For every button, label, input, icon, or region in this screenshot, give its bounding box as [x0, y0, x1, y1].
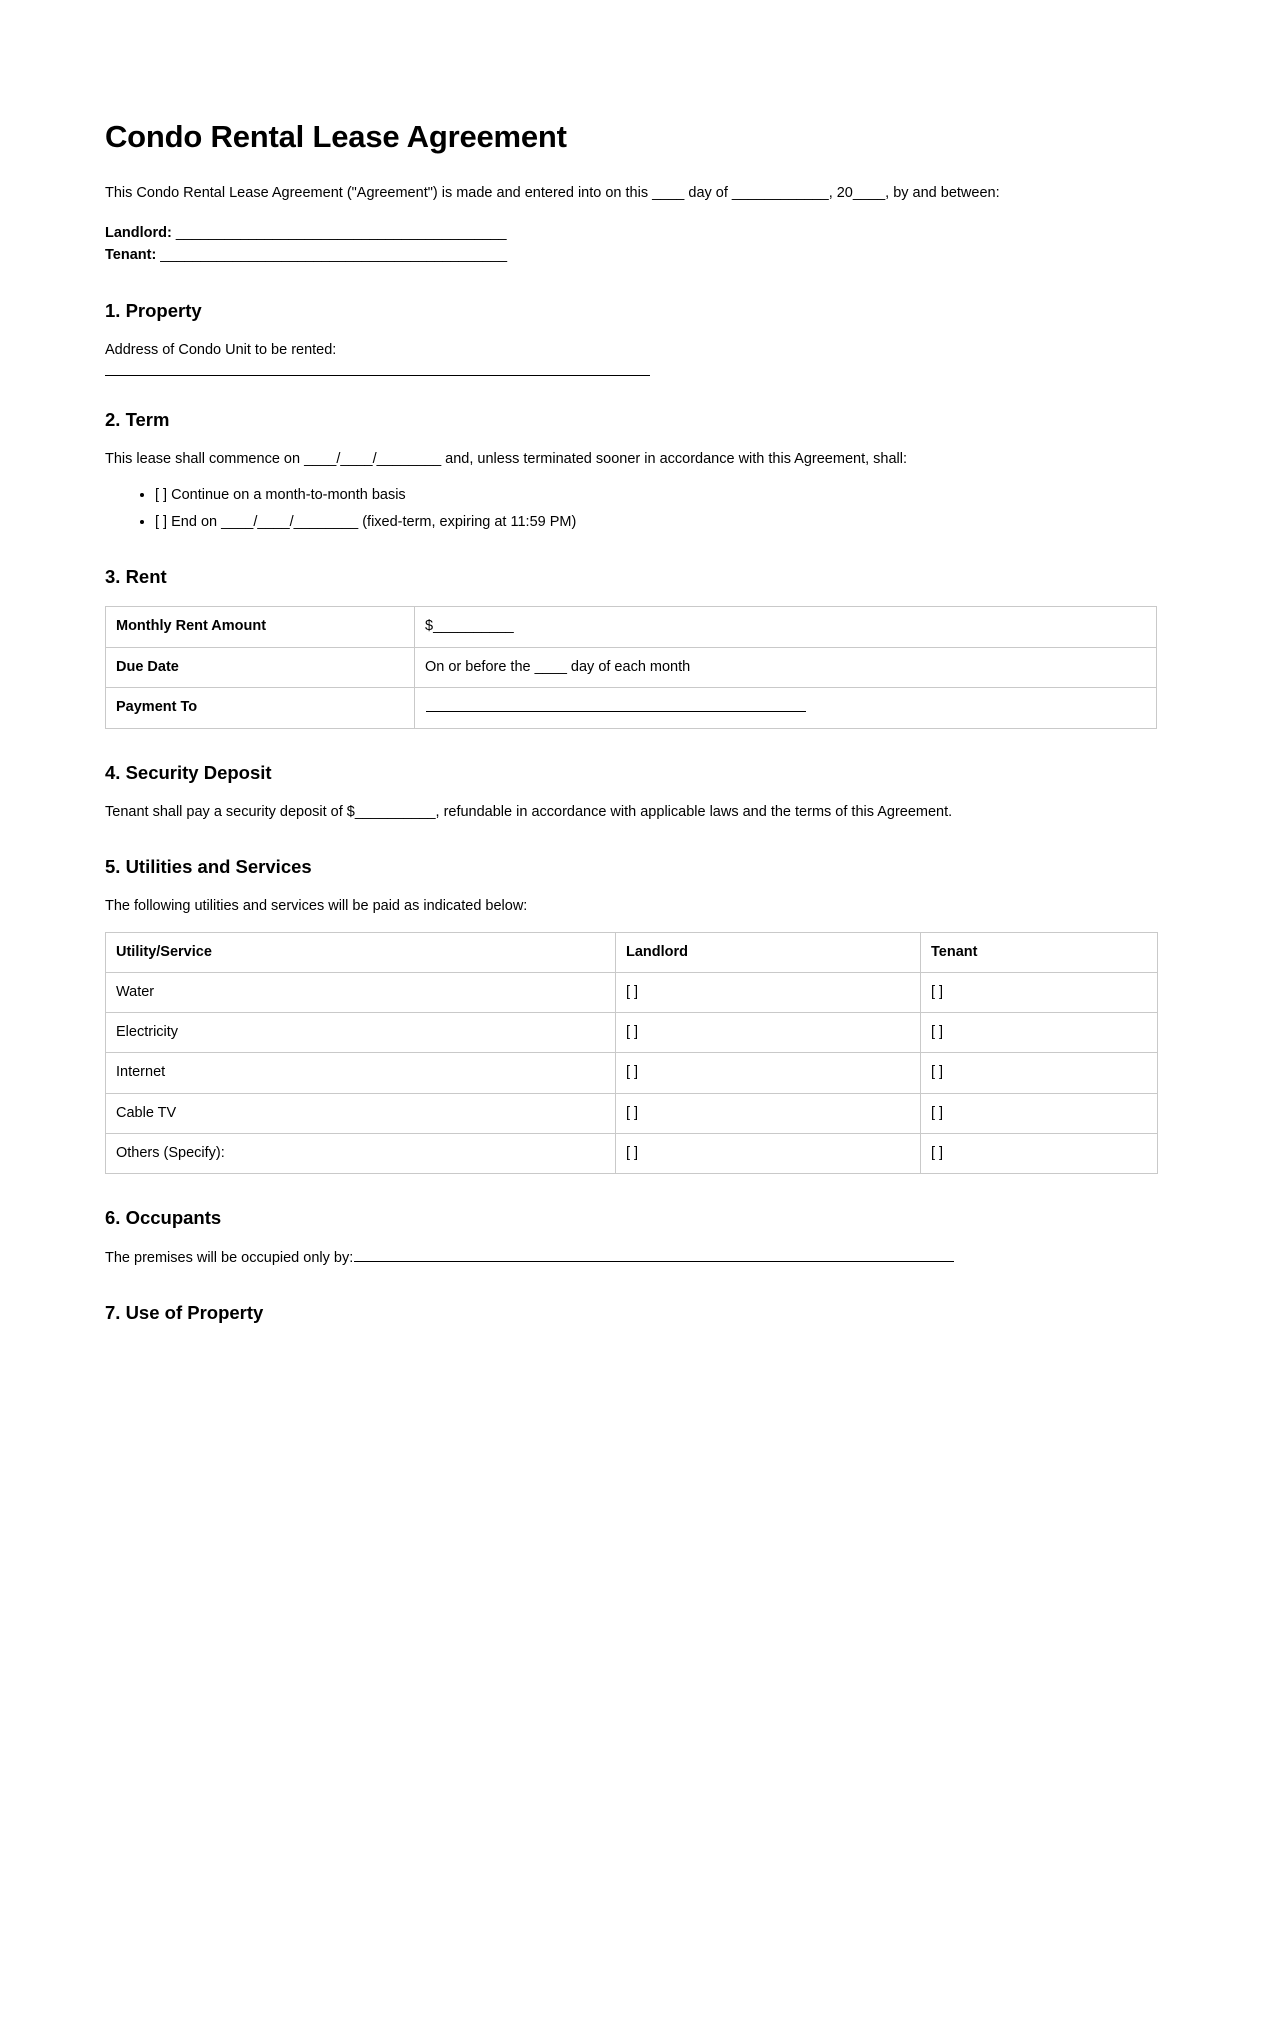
table-row [106, 1133, 1158, 1173]
tenant-line [105, 244, 1157, 266]
occupants-fill-line[interactable] [354, 1247, 954, 1262]
term-body-text: This lease shall commence on ____/____/________ and, unless terminated sooner in accordance with this Agreement, shall: [105, 451, 908, 468]
utility-checkbox-cable-tv-tenant[interactable]: [ ] [921, 1093, 1158, 1133]
table-row [106, 1053, 1158, 1093]
utility-name-cable-tv: Cable TV [106, 1093, 616, 1133]
landlord-label: Landlord: [105, 224, 172, 241]
table-row [106, 607, 1157, 647]
section-heading-security-deposit: 4. Security Deposit [105, 762, 272, 784]
landlord-fill-line: _________________________________________ [171, 224, 507, 241]
utility-name-internet: Internet [106, 1053, 616, 1093]
landlord-line [105, 222, 1157, 244]
utilities-header-service: Utility/Service [106, 932, 616, 972]
utilities-body-text: The following utilities and services will be paid as indicated below: [105, 898, 528, 915]
table-row [106, 647, 1157, 687]
occupants-line [105, 1247, 1157, 1269]
tenant-label: Tenant: [105, 247, 157, 264]
table-row [106, 1093, 1158, 1133]
term-option-month-to-month[interactable]: • [ ] Continue on a month-to-month basis [155, 484, 1157, 506]
section-heading-term: 2. Term [105, 408, 170, 430]
table-row [106, 1013, 1158, 1053]
section-heading-property: 1. Property [105, 299, 202, 321]
utility-checkbox-others-tenant[interactable]: [ ] [921, 1133, 1158, 1173]
term-option-fixed-term[interactable]: • [ ] End on ____/____/________ (fixed-term, expiring at 11:59 PM) [155, 511, 1157, 533]
utility-checkbox-electricity-landlord[interactable]: [ ] [616, 1013, 921, 1053]
utility-checkbox-water-tenant[interactable]: [ ] [921, 972, 1158, 1012]
utility-name-electricity: Electricity [106, 1013, 616, 1053]
rent-row-label-payment-to: Payment To [106, 687, 415, 728]
utility-name-others[interactable]: Others (Specify): [106, 1133, 616, 1173]
utility-checkbox-water-landlord[interactable]: [ ] [616, 972, 921, 1012]
occupants-label: The premises will be occupied only by: [105, 1250, 354, 1267]
section-heading-utilities: 5. Utilities and Services [105, 856, 312, 878]
rent-row-value-payment-to[interactable] [415, 687, 1157, 728]
property-address-rule [105, 375, 650, 376]
utilities-header-tenant: Tenant [921, 932, 1158, 972]
security-deposit-body-text: Tenant shall pay a security deposit of $__________, refundable in accordance with applicable laws and the terms of this Agreement. [105, 804, 953, 821]
rent-row-value-monthly-rent[interactable]: $__________ [415, 607, 1157, 647]
utility-name-water: Water [106, 972, 616, 1012]
rent-row-label-due-date: Due Date [106, 647, 415, 687]
rent-table [105, 606, 1157, 729]
tenant-fill-line: ___________________________________________ [156, 247, 508, 264]
rent-row-value-due-date[interactable]: On or before the ____ day of each month [415, 647, 1157, 687]
utility-checkbox-internet-landlord[interactable]: [ ] [616, 1053, 921, 1093]
payment-to-fill-line[interactable] [426, 697, 806, 712]
utility-checkbox-cable-tv-landlord[interactable]: [ ] [616, 1093, 921, 1133]
utility-checkbox-electricity-tenant[interactable]: [ ] [921, 1013, 1158, 1053]
utility-checkbox-others-landlord[interactable]: [ ] [616, 1133, 921, 1173]
utilities-header-landlord: Landlord [616, 932, 921, 972]
utilities-table [105, 932, 1158, 1175]
section-heading-rent: 3. Rent [105, 566, 167, 588]
table-row [106, 687, 1157, 728]
term-options-list [105, 484, 1157, 533]
intro-paragraph: This Condo Rental Lease Agreement ("Agreement") is made and entered into on this ____ day of ____________, 20____, by and between: [105, 184, 1000, 201]
document-content [105, 120, 1157, 1343]
section-heading-use-of-property: 7. Use of Property [105, 1302, 264, 1324]
page-title: Condo Rental Lease Agreement [105, 119, 567, 154]
section-heading-occupants: 6. Occupants [105, 1207, 222, 1229]
table-header-row [106, 932, 1158, 972]
utility-checkbox-internet-tenant[interactable]: [ ] [921, 1053, 1158, 1093]
property-address-label: Address of Condo Unit to be rented: [105, 341, 337, 358]
table-row [106, 972, 1158, 1012]
rent-row-label-monthly-rent: Monthly Rent Amount [106, 607, 415, 647]
